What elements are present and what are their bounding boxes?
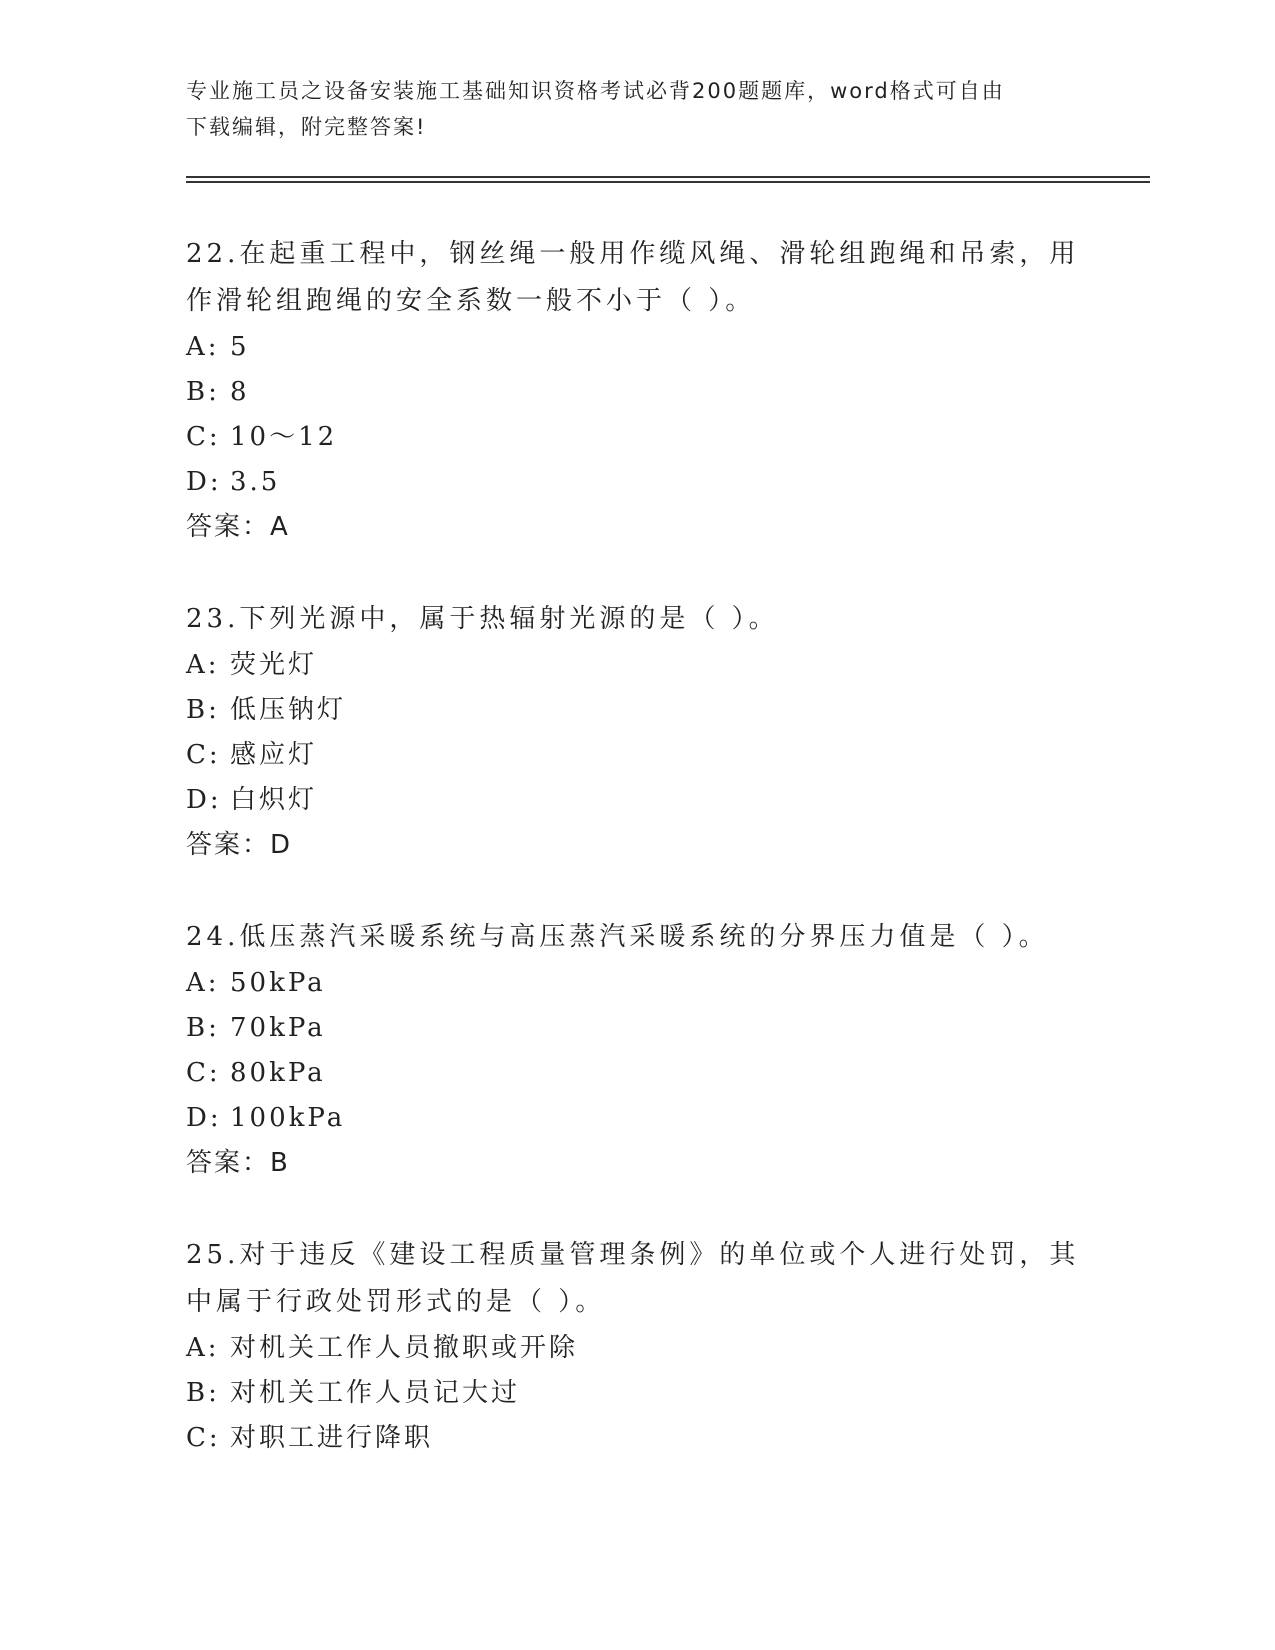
- question-23: [186, 596, 1086, 868]
- option-letter: C:: [186, 1058, 221, 1088]
- option-letter: D:: [186, 1103, 222, 1133]
- option-text: 对职工进行降职: [230, 1423, 434, 1453]
- option-text: 3.5: [230, 467, 281, 497]
- option-text: 白炽灯: [230, 785, 318, 815]
- option-letter: C:: [186, 740, 221, 770]
- option-b: [186, 370, 1086, 415]
- option-letter: C:: [186, 422, 221, 452]
- question-stem: 25.对于违反《建设工程质量管理条例》的单位或个人进行处罚，其中属于行政处罚形式的是（ ）。: [186, 1240, 1080, 1317]
- header-line-2: 下载编辑，附完整答案!: [186, 115, 427, 139]
- option-c: [186, 1051, 1086, 1096]
- option-text: 荧光灯: [230, 650, 318, 680]
- option-c: [186, 733, 1086, 778]
- question-stem: 24.低压蒸汽采暖系统与高压蒸汽采暖系统的分界压力值是（ ）。: [186, 922, 1049, 952]
- option-letter: A:: [186, 968, 220, 998]
- option-a: [186, 325, 1086, 370]
- option-text: 70kPa: [230, 1013, 326, 1043]
- option-letter: A:: [186, 332, 220, 362]
- option-text: 5: [230, 332, 250, 362]
- header-divider-top: [186, 176, 1150, 178]
- option-letter: D:: [186, 785, 222, 815]
- option-a: [186, 1326, 1086, 1371]
- option-c: [186, 1416, 1086, 1461]
- option-letter: A:: [186, 650, 220, 680]
- question-stem: 22.在起重工程中，钢丝绳一般用作缆风绳、滑轮组跑绳和吊索，用作滑轮组跑绳的安全系数一般不小于（ ）。: [186, 239, 1080, 316]
- question-list: [186, 231, 1086, 1507]
- option-letter: C:: [186, 1423, 221, 1453]
- question-24: [186, 914, 1086, 1186]
- answer-line: 答案：D: [186, 830, 293, 860]
- option-b: [186, 688, 1086, 733]
- header-divider-bottom: [186, 181, 1150, 183]
- option-text: 对机关工作人员撤职或开除: [230, 1333, 579, 1363]
- option-d: [186, 460, 1086, 505]
- option-text: 感应灯: [230, 740, 318, 770]
- option-letter: A:: [186, 1333, 220, 1363]
- document-header: [186, 73, 1066, 145]
- answer-line: 答案：B: [186, 1148, 290, 1178]
- option-b: [186, 1371, 1086, 1416]
- option-d: [186, 778, 1086, 823]
- option-text: 8: [230, 377, 250, 407]
- option-a: [186, 643, 1086, 688]
- option-d: [186, 1096, 1086, 1141]
- option-letter: B:: [186, 1378, 220, 1408]
- option-text: 80kPa: [230, 1058, 326, 1088]
- header-line-1: 专业施工员之设备安装施工基础知识资格考试必背200题题库，word格式可自由: [186, 79, 1005, 103]
- question-stem: 23.下列光源中，属于热辐射光源的是（ ）。: [186, 604, 779, 634]
- option-letter: B:: [186, 695, 220, 725]
- answer-line: 答案：A: [186, 512, 290, 542]
- option-letter: B:: [186, 377, 220, 407]
- option-text: 低压钠灯: [230, 695, 347, 725]
- option-letter: D:: [186, 467, 222, 497]
- option-c: [186, 415, 1086, 460]
- question-22: [186, 231, 1086, 550]
- question-25: [186, 1232, 1086, 1461]
- option-text: 50kPa: [230, 968, 326, 998]
- option-text: 100kPa: [230, 1103, 346, 1133]
- option-letter: B:: [186, 1013, 220, 1043]
- option-text: 10～12: [230, 422, 338, 452]
- option-a: [186, 961, 1086, 1006]
- option-text: 对机关工作人员记大过: [230, 1378, 521, 1408]
- option-b: [186, 1006, 1086, 1051]
